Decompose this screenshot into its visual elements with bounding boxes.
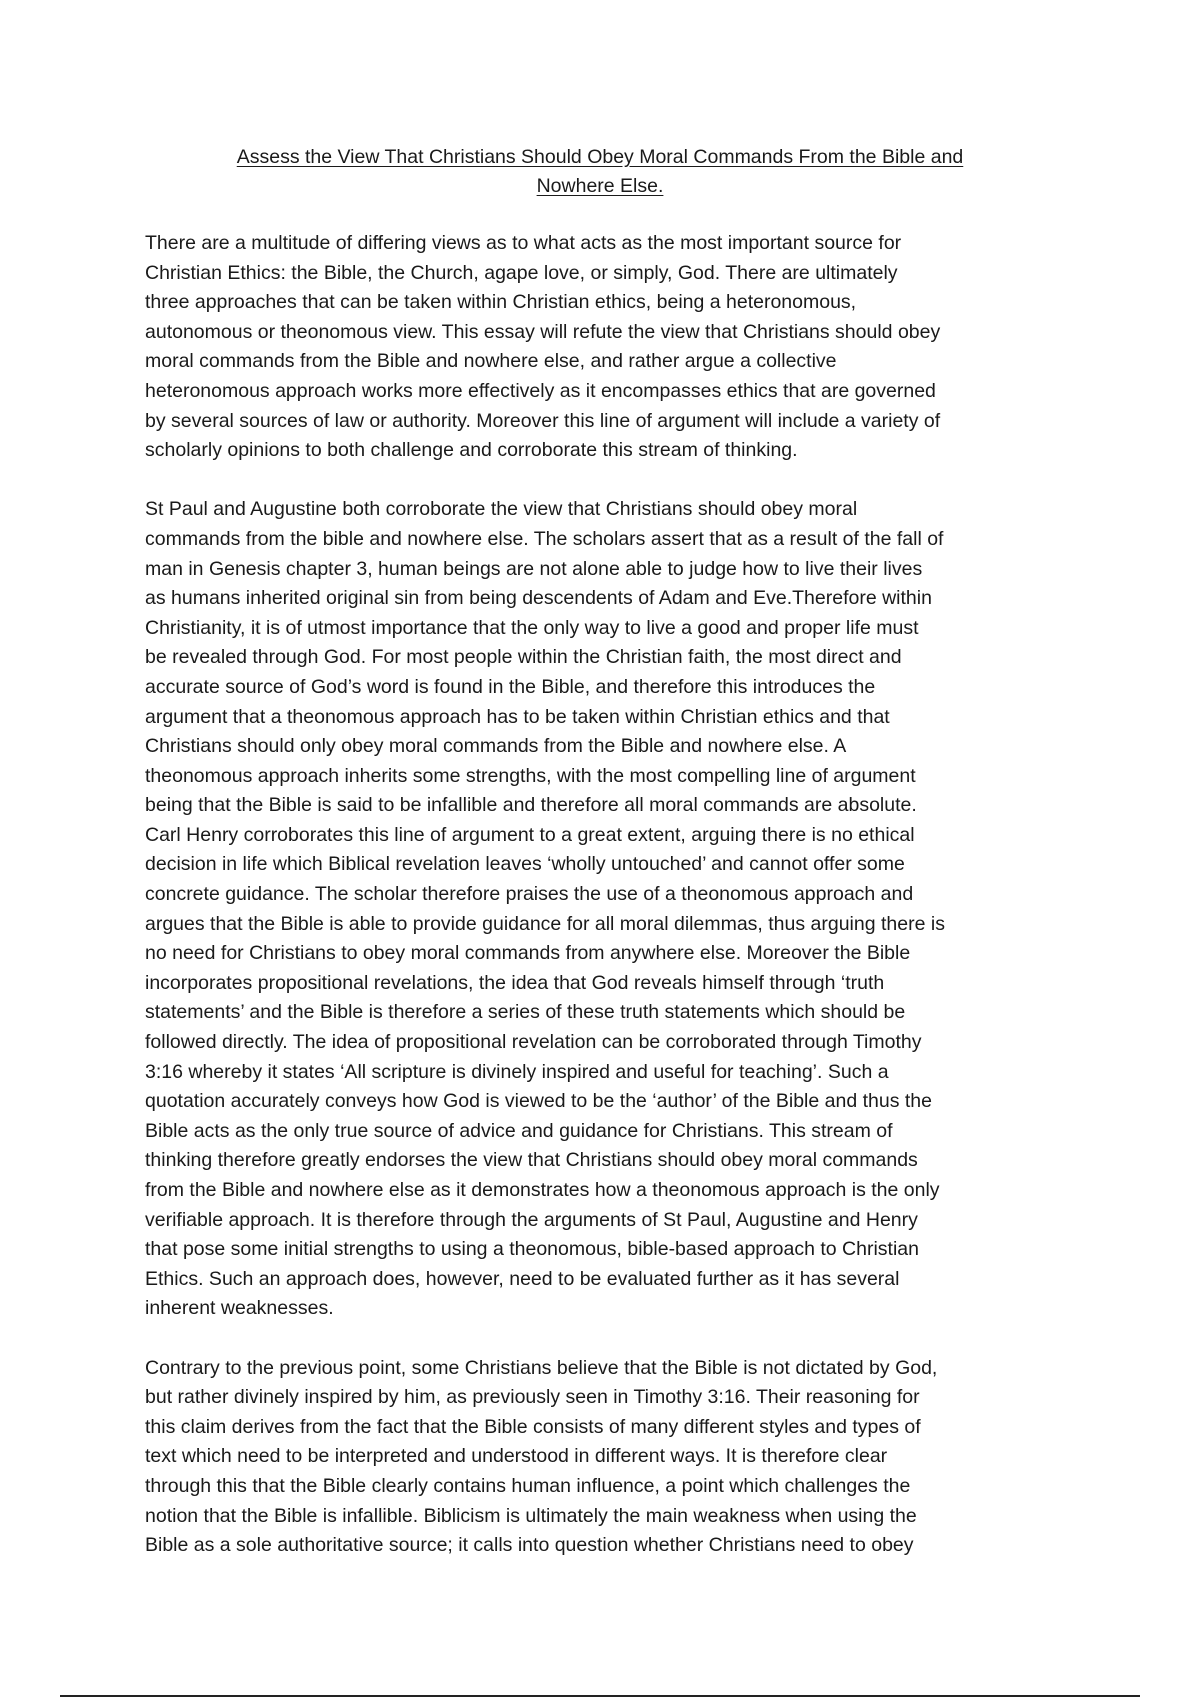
paragraph-1-line: three approaches that can be taken within Christian ethics, being a heteronomous,: [145, 291, 857, 314]
paragraph-2-line: argues that the Bible is able to provide guidance for all moral dilemmas, thus arguing there is: [145, 912, 945, 935]
paragraph-2-line: Carl Henry corroborates this line of argument to a great extent, arguing there is no ethical: [145, 823, 915, 846]
essay-title: [150, 143, 1050, 201]
paragraph-gap: [145, 1324, 1070, 1354]
paragraph-1-line: autonomous or theonomous view. This essay will refute the view that Christians should obey: [145, 320, 941, 343]
paragraph-2-line: theonomous approach inherits some strengths, with the most compelling line of argument: [145, 764, 916, 787]
paragraph-1-line: scholarly opinions to both challenge and corroborate this stream of thinking.: [145, 439, 798, 462]
paragraph-1-line: There are a multitude of differing views as to what acts as the most important source for: [145, 232, 902, 254]
paragraph-2-line: Christians should only obey moral commands from the Bible and nowhere else. A: [145, 735, 847, 758]
paragraph-2-line: incorporates propositional revelations, the idea that God reveals himself through ‘truth: [145, 971, 885, 994]
paragraph-2-line: Christianity, it is of utmost importance that the only way to live a good and proper life must: [145, 616, 919, 639]
paragraph-3-line: notion that the Bible is infallible. Biblicism is ultimately the main weakness when using the: [145, 1504, 917, 1527]
paragraph-3-line: Bible as a sole authoritative source; it calls into question whether Christians need to obey: [145, 1534, 914, 1557]
paragraph-3-line: through this that the Bible clearly contains human influence, a point which challenges the: [145, 1474, 911, 1497]
page-bottom-rule: [60, 1695, 1140, 1697]
paragraph-2-line: from the Bible and nowhere else as it demonstrates how a theonomous approach is the only: [145, 1179, 940, 1201]
paragraph-2-line: concrete guidance. The scholar therefore praises the use of a theonomous approach and: [145, 883, 914, 906]
paragraph-2-line: inherent weaknesses.: [145, 1297, 334, 1320]
paragraph-2-line: commands from the bible and nowhere else. The scholars assert that as a result of the fall of: [145, 527, 944, 550]
paragraph-2-line: as humans inherited original sin from being descendents of Adam and Eve.Therefore within: [145, 587, 932, 610]
paragraph-2-line: man in Genesis chapter 3, human beings are not alone able to judge how to live their lives: [145, 557, 923, 580]
paragraph-2-line: no need for Christians to obey moral commands from anywhere else. Moreover the Bible: [145, 942, 911, 965]
paragraph-3: [145, 1354, 1070, 1561]
paragraph-2-line: 3:16 whereby it states ‘All scripture is divinely inspired and useful for teaching’. Such a: [145, 1060, 889, 1083]
essay-title-line-2: Nowhere Else.: [536, 175, 664, 197]
paragraph-3-line: Contrary to the previous point, some Christians believe that the Bible is not dictated by God,: [145, 1356, 938, 1379]
paragraph-2-line: Bible acts as the only true source of advice and guidance for Christians. This stream of: [145, 1119, 893, 1142]
paragraph-gap: [145, 466, 1070, 496]
paragraph-2-line: be revealed through God. For most people within the Christian faith, the most direct and: [145, 646, 902, 669]
paragraph-3-line: but rather divinely inspired by him, as previously seen in Timothy 3:16. Their reasoning for: [145, 1386, 920, 1409]
paragraph-2-line: followed directly. The idea of propositional revelation can be corroborated through Timothy: [145, 1031, 922, 1054]
paragraph-1-line: moral commands from the Bible and nowhere else, and rather argue a collective: [145, 350, 837, 373]
essay-title-line-1: Assess the View That Christians Should Obey Moral Commands From the Bible and: [236, 146, 964, 168]
paragraph-2-line: decision in life which Biblical revelation leaves ‘wholly untouched’ and cannot offer some: [145, 853, 905, 876]
paragraph-1-line: heteronomous approach works more effectively as it encompasses ethics that are governed: [145, 379, 936, 402]
paragraph-2-line: St Paul and Augustine both corroborate the view that Christians should obey moral: [145, 498, 858, 521]
paragraph-2-line: accurate source of God’s word is found in the Bible, and therefore this introduces the: [145, 675, 876, 698]
paragraph-1-line: by several sources of law or authority. Moreover this line of argument will include a variety of: [145, 409, 941, 432]
paragraph-1: [145, 229, 1070, 466]
paragraph-2-line: that pose some initial strengths to using a theonomous, bible-based approach to Christian: [145, 1238, 919, 1261]
paragraph-3-line: text which need to be interpreted and understood in different ways. It is therefore clear: [145, 1445, 888, 1468]
paragraph-2-line: argument that a theonomous approach has to be taken within Christian ethics and that: [145, 705, 890, 728]
paragraph-1-line: Christian Ethics: the Bible, the Church, agape love, or simply, God. There are ultimately: [145, 261, 898, 284]
essay-body: [145, 229, 1070, 1561]
paragraph-2-line: statements’ and the Bible is therefore a series of these truth statements which should be: [145, 1001, 906, 1024]
paragraph-2-line: verifiable approach. It is therefore through the arguments of St Paul, Augustine and Henry: [145, 1208, 918, 1231]
paragraph-2-line: being that the Bible is said to be infallible and therefore all moral commands are absolute.: [145, 794, 917, 817]
paragraph-2-line: thinking therefore greatly endorses the view that Christians should obey moral commands: [145, 1149, 918, 1172]
paragraph-2-line: Ethics. Such an approach does, however, need to be evaluated further as it has several: [145, 1267, 900, 1290]
paragraph-2-line: quotation accurately conveys how God is viewed to be the ‘author’ of the Bible and thus the: [145, 1090, 932, 1113]
paragraph-2: [145, 495, 1070, 1324]
paragraph-3-line: this claim derives from the fact that the Bible consists of many different styles and types of: [145, 1415, 921, 1438]
